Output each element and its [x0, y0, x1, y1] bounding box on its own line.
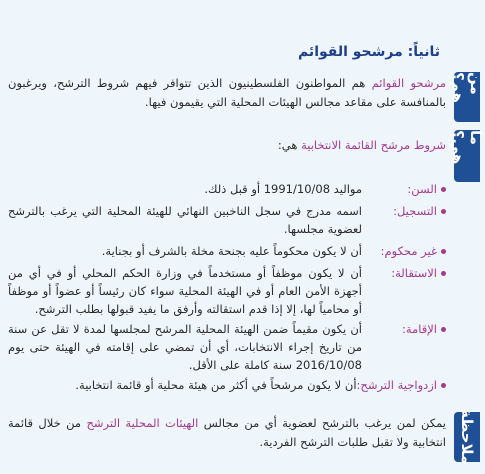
lead-text: هم المواطنون الفلسطينيون الذين تتوافر فيهم شروط الترشح، ويرغبون بالمنافسة على مقاعد مجالس الهيئات المحلية التي يقيمون فيها. — [8, 76, 446, 109]
condition-text: أن لا يكون مرشحاً في أكثر من هيئة محلية أو قائمة انتخابية. — [75, 378, 357, 392]
condition-resignation — [8, 264, 446, 318]
note-accent: الهيئات المحلية الترشح — [86, 416, 199, 430]
note-post: من خلال قائمة انتخابية ولا تقبل طلبات الترشح الفردية. — [8, 416, 446, 449]
sidebar-label-note: ملاحظة — [454, 412, 480, 462]
conditions-intro-accent: شروط مرشح القائمة الانتخابية — [301, 138, 446, 152]
condition-label — [357, 376, 446, 394]
condition-label — [362, 180, 446, 198]
condition-text: اسمه مدرج في سجل الناخبين النهائي للهيئة المحلية التي يرغب بالترشح لعضوية مجلسها. — [8, 204, 362, 236]
condition-label-text: السن: — [407, 182, 437, 196]
condition-label-text: ازدواجية الترشح: — [356, 378, 437, 392]
note-paragraph — [8, 414, 446, 452]
bullet-icon — [441, 383, 446, 388]
condition-label — [362, 264, 446, 282]
condition-text: أن لا يكون محكوماً عليه بجنحة مخلة بالشرف أو بجناية. — [101, 244, 362, 258]
condition-not-convicted — [8, 242, 446, 260]
sidebar-label-what: ما هي؟ — [454, 130, 480, 182]
condition-label-text: الاستقالة: — [391, 266, 437, 280]
condition-label-text: غير محكوم: — [380, 244, 437, 258]
condition-label-text: التسجيل: — [393, 204, 437, 218]
condition-label — [362, 242, 446, 260]
bullet-icon — [441, 187, 446, 192]
condition-text: أن يكون مقيماً ضمن الهيئة المحلية المرشح لمجلسها لمدة لا تقل عن سنة من تاريخ إجراء الانتخابات، أي أن تمضي على إقامته في الهيئة حتى يوم 2016/10/08 سنة كاملة على الأقل. — [8, 322, 362, 372]
condition-registration — [8, 202, 446, 238]
lead-paragraph — [8, 74, 446, 112]
condition-residence — [8, 320, 446, 374]
lead-accent: مرشحو القوائم — [371, 76, 446, 90]
condition-text: مواليد 1991/10/08 أو قبل ذلك. — [204, 182, 362, 196]
condition-label — [362, 320, 446, 338]
bullet-icon — [441, 249, 446, 254]
conditions-intro — [8, 138, 446, 152]
condition-label-text: الإقامة: — [402, 322, 437, 336]
bullet-icon — [441, 271, 446, 276]
conditions-intro-text: هي: — [277, 138, 302, 152]
bullet-icon — [441, 327, 446, 332]
section-title: ثانياً: مرشحو القوائم — [297, 44, 440, 60]
condition-text: أن لا يكون موظفاً أو مستخدماً في وزارة الحكم المحلي أو في أي من أجهزة الأمن العام أو في الهيئة المحلية سواء كان رئيساً أو عضواً أو موظفاً أو محامياً لها، إلا إذا قدم استقالته وأرفق ما يفيد قبولها بطلب الترشح. — [8, 266, 362, 316]
bullet-icon — [441, 209, 446, 214]
condition-label — [362, 202, 446, 220]
note-pre: يمكن لمن يرغب بالترشح لعضوية أي من مجالس — [198, 416, 446, 430]
condition-dual-candidacy — [8, 376, 446, 394]
condition-age — [8, 180, 446, 198]
sidebar-label-who: من هم؟ — [454, 72, 480, 122]
